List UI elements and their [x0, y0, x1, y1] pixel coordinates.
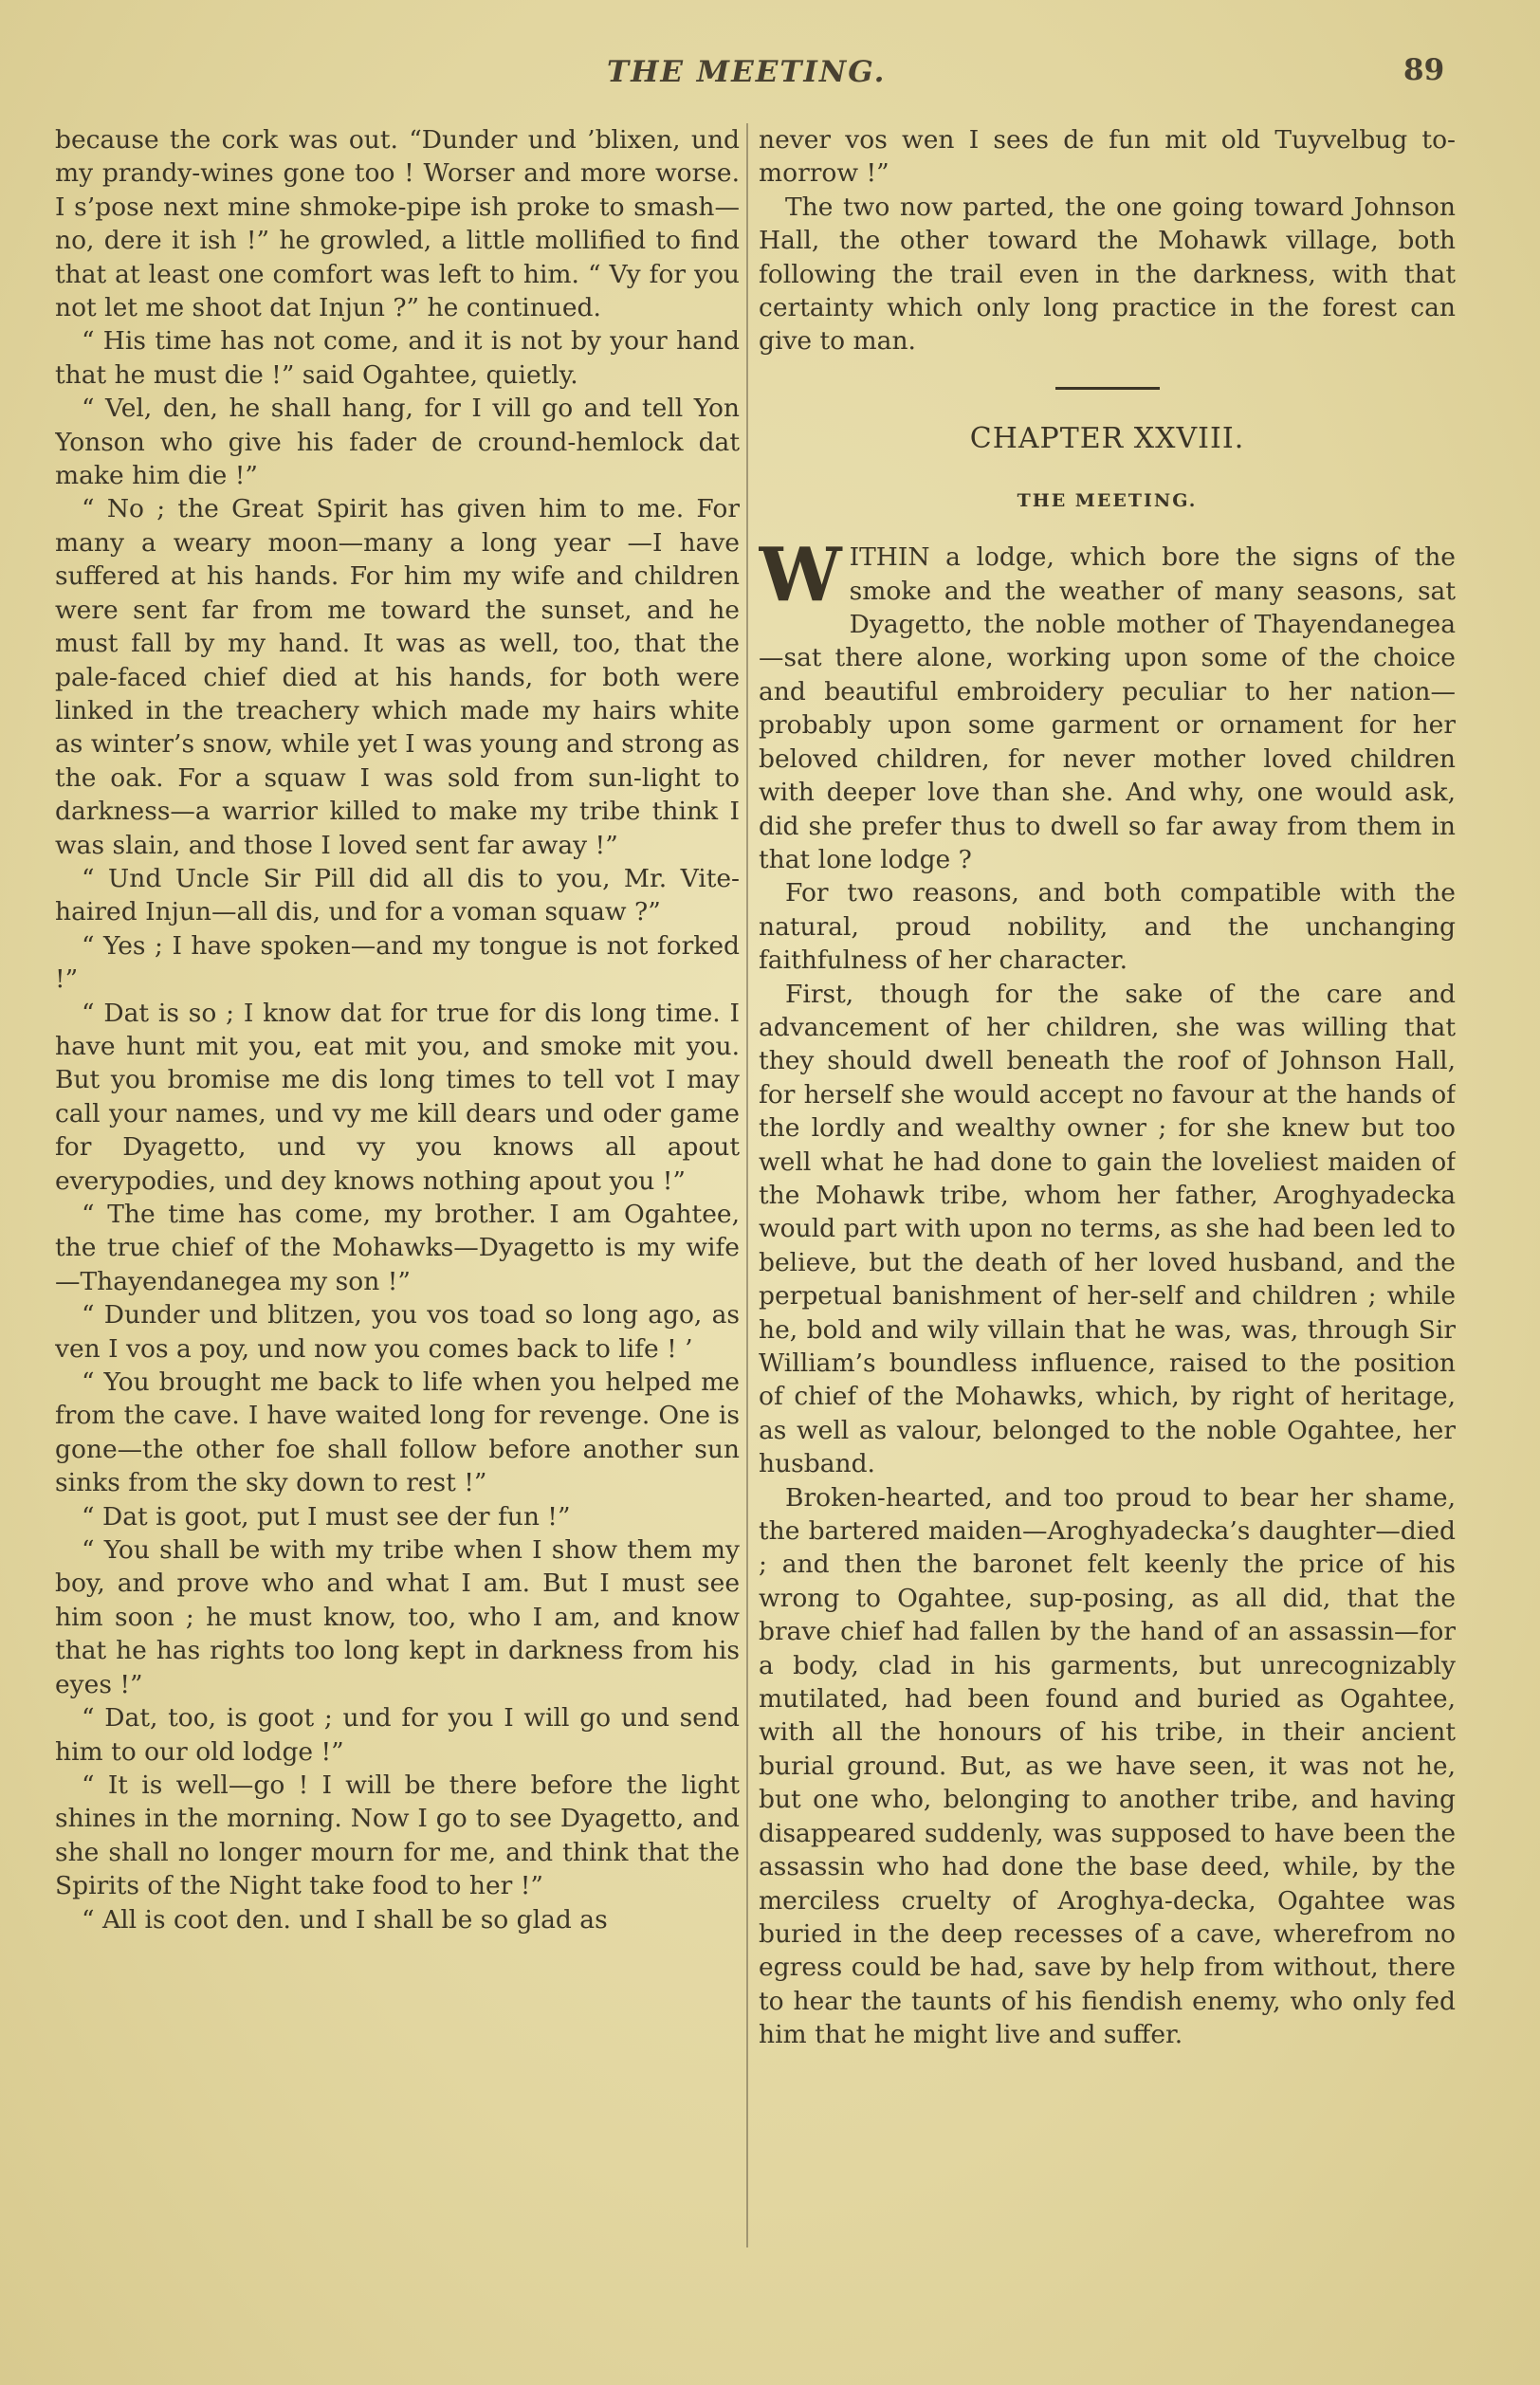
- chapter-header: [759, 387, 1456, 518]
- paragraph: “ You shall be with my tribe when I show them my boy, and prove who and what I am. But I must see him soon ; he must know, too, who I am, and know that he has rights too long kept in darkness from his eyes !”: [55, 1535, 740, 1699]
- paragraph: “ Und Uncle Sir Pill did all dis to you, Mr. Vite-haired Injun—all dis, und for a voman squaw ?”: [55, 863, 740, 927]
- paragraph: “ Yes ; I have spoken—and my tongue is not forked !”: [55, 930, 740, 995]
- page-number: 89: [1403, 53, 1445, 87]
- paragraph: “ It is well—go ! I will be there before the light shines in the morning. Now I go to see Dyagetto, and she shall no longer mourn for me, and think that the Spirits of the Night take food to her !”: [55, 1770, 740, 1901]
- paragraph: “ His time has not come, and it is not by your hand that he must die !” said Ogahtee, quietly.: [55, 326, 740, 390]
- paragraph: “ All is coot den. und I shall be so glad as: [82, 1904, 608, 1935]
- paragraph: “ You brought me back to life when you helped me from the cave. I have waited long for revenge. One is gone—the other foe shall follow before another sun sinks from the sky down to rest !”: [55, 1367, 740, 1498]
- paragraph: “ Dunder und blitzen, you vos toad so long ago, as ven I vos a poy, und now you comes back to life ! ’: [55, 1300, 740, 1364]
- paragraph: because the cork was out. “Dunder und ’blixen, und my prandy-wines gone too ! Worser and more worse. I s’pose next mine shmoke-pipe ish proke to smash—no, dere it ish !” he growled, a little mollified to find that at least one comfort was left to him. “ Vy for you not let me shoot dat Injun ?” he continued.: [55, 125, 740, 323]
- paragraph: never vos wen I sees de fun mit old Tuyvelbug to-morrow !”: [759, 125, 1456, 189]
- chapter-heading: CHAPTER XXVIII.: [969, 421, 1245, 455]
- page-header: [0, 55, 1540, 93]
- paragraph: “ The time has come, my brother. I am Ogahtee, the true chief of the Mohawks—Dyagetto is my wife—Thayendanegea my son !”: [55, 1200, 740, 1296]
- right-column: [759, 123, 1456, 2247]
- drop-cap: W: [759, 532, 842, 619]
- opening-text: ITHIN a lodge, which bore the signs of the smoke and the weather of many seasons, sat Dyagetto, the noble mother of Thayendanegea—sat there alone, working upon some of the choice and beautiful embroidery peculiar to her nation—probably upon some garment or ornament for her beloved children, for never mother loved children with deeper love than she. And why, one would ask, did she prefer thus to dwell so far away from them in that lone lodge ?: [759, 542, 1456, 874]
- chapter-subtitle: THE MEETING.: [1017, 489, 1198, 511]
- paragraph: “ Dat is goot, put I must see der fun !”: [82, 1501, 571, 1532]
- section-rule: [1055, 387, 1160, 390]
- paragraph: The two now parted, the one going toward Johnson Hall, the other toward the Mohawk village, both following the trail even in the darkness, with that certainty which only long practice in the forest can give to man.: [759, 192, 1456, 357]
- paragraph: For two reasons, and both compatible with the natural, proud nobility, and the unchanging faithfulness of her character.: [759, 878, 1456, 976]
- paragraph: “ Dat, too, is goot ; und for you I will go und send him to our old lodge !”: [55, 1703, 740, 1767]
- column-divider: [746, 123, 748, 2247]
- paragraph: “ Dat is so ; I know dat for true for dis long time. I have hunt mit you, eat mit you, and smoke mit you. But you bromise me dis long times to tell vot I may call your names, und vy me kill dears und oder game for Dyagetto, und vy you knows all apout everypodies, und dey knows nothing apout you !”: [55, 998, 740, 1196]
- left-column: [55, 123, 740, 2247]
- running-title: THE MEETING.: [607, 55, 887, 89]
- paragraph: First, though for the sake of the care and advancement of her children, she was willing that they should dwell beneath the roof of Johnson Hall, for herself she would accept no favour at the hands of the lordly and wealthy owner ; for she knew but too well what he had done to gain the loveliest maiden of the Mohawk tribe, whom her father, Aroghyadecka would part with upon no terms, as she had been led to believe, but the death of her loved husband, and the perpetual banishment of her-self and children ; while he, bold and wily villain that he was, was, through Sir William’s boundless influence, raised to the position of chief of the Mohawks, which, by right of heritage, as well as valour, belonged to the noble Ogahtee, her husband.: [759, 979, 1456, 1479]
- paragraph: “ Vel, den, he shall hang, for I vill go and tell Yon Yonson who give his fader de cround-hemlock dat make him die !”: [55, 394, 740, 491]
- paragraph: “ No ; the Great Spirit has given him to me. For many a weary moon—many a long year —I have suffered at his hands. For him my wife and children were sent far from me toward the sunset, and he must fall by my hand. It was as well, too, that the pale-faced chief died at his hands, for both were linked in the treachery which made my hairs white as winter’s snow, while yet I was young and strong as the oak. For a squaw I was sold from sun-light to darkness—a warrior killed to make my tribe think I was slain, and those I loved sent far away !”: [55, 494, 740, 860]
- opening-paragraph: [759, 532, 1456, 876]
- paragraph: Broken-hearted, and too proud to bear her shame, the bartered maiden—Aroghyadecka’s daughter—died ; and then the baronet felt keenly the price of his wrong to Ogahtee, sup-posing, as all did, that the brave chief had fallen by the hand of an assassin—for a body, clad in his garments, but unrecognizably mutilated, had been found and buried as Ogahtee, with all the honours of his tribe, in their ancient burial ground. But, as we have seen, it was not he, but one who, belonging to another tribe, and having disappeared suddenly, was supposed to have been the assassin who had done the base deed, while, by the merciless cruelty of Aroghya-decka, Ogahtee was buried in the deep recesses of a cave, wherefrom no egress could be had, save by help from without, there to hear the taunts of his fiendish enemy, who only fed him that he might live and suffer.: [759, 1482, 1456, 2050]
